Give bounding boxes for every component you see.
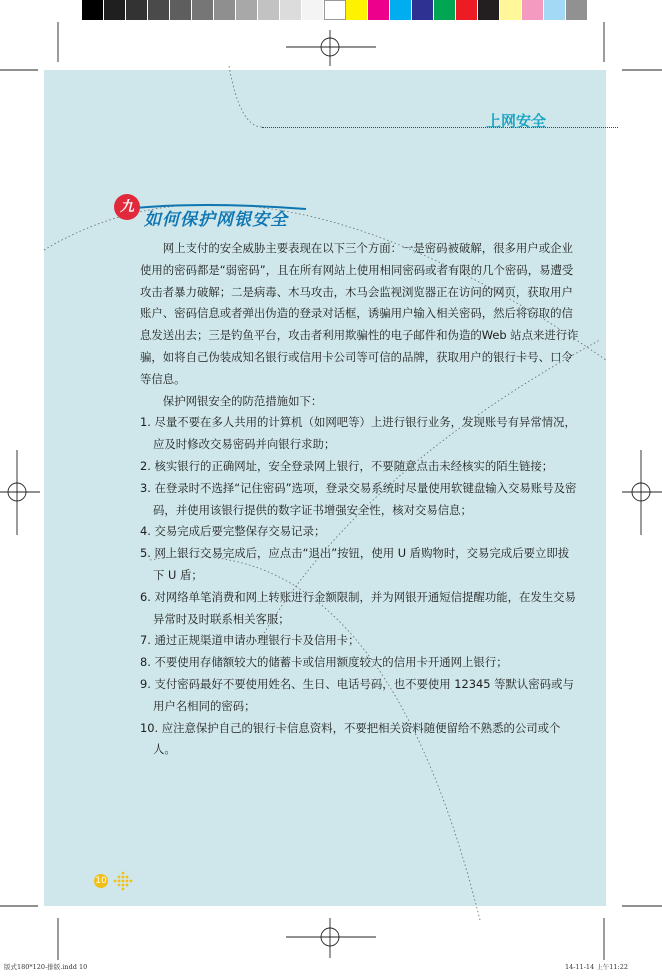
list-item: 8. 不要使用存储额较大的储蓄卡或信用额度较大的信用卡开通网上银行； xyxy=(140,655,508,670)
list-item: 1. 尽量不要在多人共用的计算机（如网吧等）上进行银行业务，发现账号有异常情况，应及时修改交易密码并向银行求助； xyxy=(140,415,576,452)
list-item: 9. 支付密码最好不要使用姓名、生日、电话号码，也不要使用 12345 等默认密码或与用户名相同的密码； xyxy=(140,676,574,713)
header-title: 上网安全 xyxy=(486,112,547,130)
article-body xyxy=(140,238,580,761)
paragraph: 网上支付的安全威胁主要表现在以下三个方面：一是密码被破解，很多用户或企业使用的密码都是“弱密码”，且在所有网站上使用相同密码或者有限的几个密码，易遭受攻击者暴力破解；二是病毒、木马攻击，木马会监视浏览器正在访问的网页，获取用户账户、密码信息或者弹出伪造的登录对话框，诱骗用户输入相关密码，然后将窃取的信息发送出去；三是钓鱼平台，攻击者利用欺骗性的电子邮件和伪造的Web 站点来进行诈骗，如将自己伪装成知名银行或信用卡公司等可信的品牌，获取用户的银行卡号、口令等信息。 xyxy=(140,241,579,386)
section-title: 如何保护网银安全 xyxy=(144,210,288,230)
footer-timestamp: 14-11-14 上午11:22 xyxy=(565,963,629,971)
list-item: 5. 网上银行交易完成后，应点击“退出”按钮，使用 U 盾购物时，交易完成后要立即拔下 U 盾； xyxy=(140,546,570,582)
list-item: 3. 在登录时不选择“记住密码”选项，登录交易系统时尽量使用软键盘输入交易账号及密码，并使用该银行提供的数字证书增强安全性，核对交易信息； xyxy=(140,480,577,517)
list-item: 6. 对网络单笔消费和网上转账进行金额限制，并为网银开通短信提醒功能，在发生交易异常时及时联系相关客服； xyxy=(140,589,576,626)
list-item: 4. 交易完成后要完整保存交易记录； xyxy=(140,524,326,539)
page-number: 10 xyxy=(95,876,107,886)
footer-file-info: 版式180*120-排版.indd 10 xyxy=(4,963,88,971)
header-rule xyxy=(262,127,618,128)
dot-grid-icon xyxy=(112,871,134,891)
list-item: 10. 应注意保护自己的银行卡信息资料，不要把相关资料随便留给不熟悉的公司或个人。 xyxy=(140,720,561,757)
paragraph: 保护网银安全的防范措施如下： xyxy=(162,393,323,408)
list-item: 2. 核实银行的正确网址，安全登录网上银行，不要随意点击未经核实的陌生链接； xyxy=(140,458,554,473)
list-item: 7. 通过正规渠道申请办理银行卡及信用卡； xyxy=(140,633,360,648)
section-number-badge: 九 xyxy=(114,194,140,220)
